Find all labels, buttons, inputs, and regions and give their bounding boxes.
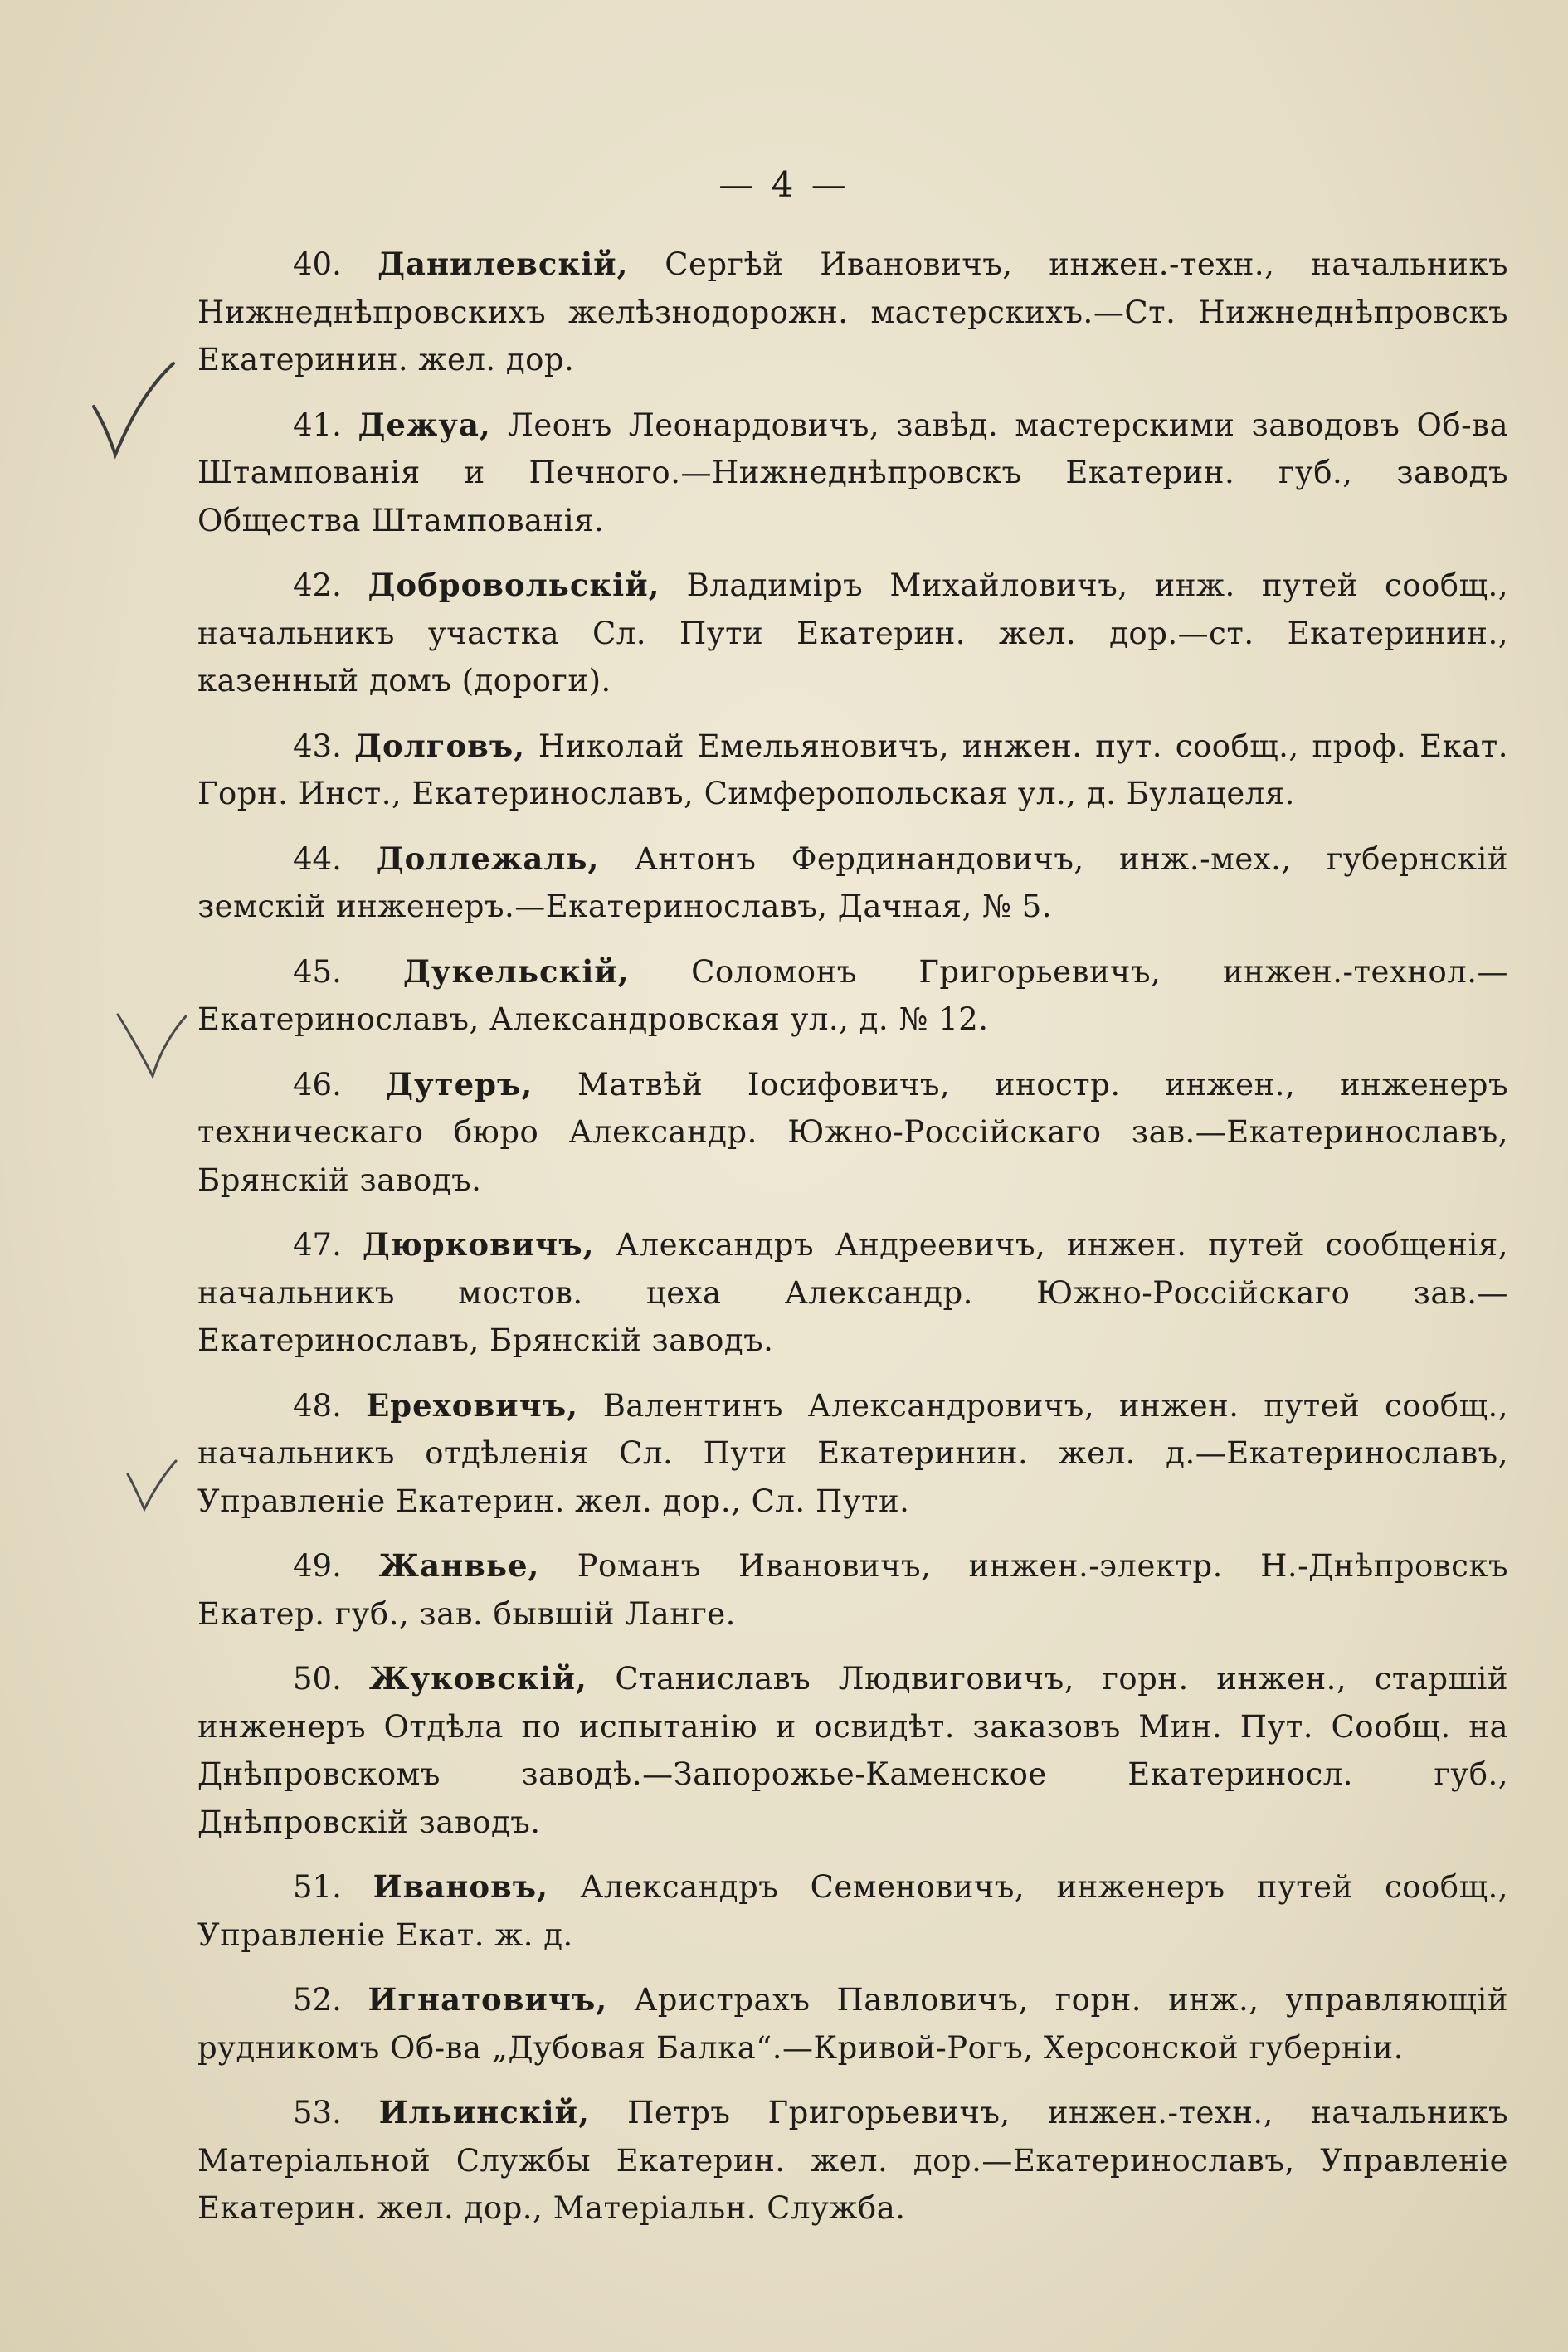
entry-details: Валентинъ Александровичъ, инжен. путей сообщ., начальникъ отдѣленія Сл. Пути Екатеринин. жел. д.—Екатеринославъ, Управленіе Екатерин. жел. дор., Сл. Пути.: [197, 1387, 1508, 1519]
entry-number: 50.: [293, 1661, 342, 1697]
entry-surname: Ильинскій,: [378, 2094, 590, 2130]
entry-surname: Жанвье,: [378, 1547, 540, 1584]
entry-details: Александръ Семеновичъ, инженеръ путей сообщ., Управленіе Екат. ж. д.: [197, 1869, 1509, 1953]
entry-50: [197, 1655, 1508, 1846]
entry-40: [197, 241, 1508, 384]
entry-48: [197, 1382, 1508, 1526]
entry-number: 49.: [293, 1548, 342, 1584]
entry-41: [197, 402, 1508, 545]
handwritten-checkmark-icon: [87, 357, 178, 465]
entry-surname: Добровольскій,: [368, 567, 660, 603]
entry-details: Александръ Андреевичъ, инжен. путей сообщенія, начальникъ мостов. цеха Александр. Южно-Россійскаго зав.—Екатеринославъ, Брянскій заводъ.: [197, 1227, 1508, 1358]
entry-details: Петръ Григорьевичъ, инжен.-техн., начальникъ Матеріальной Службы Екатерин. жел. дор.—Екатеринославъ, Управленіе Екатерин. жел. дор., Матеріальн. Служба.: [197, 2095, 1509, 2226]
entry-42: [197, 562, 1508, 705]
entry-surname: Дюрковичъ,: [362, 1226, 595, 1263]
entry-number: 47.: [293, 1227, 342, 1263]
checkmark-icon: [114, 1008, 189, 1083]
entry-51: [197, 1863, 1508, 1959]
entry-surname: Доллежаль,: [376, 840, 600, 877]
entry-surname: Дукельскій,: [402, 952, 630, 990]
entry-details: Соломонъ Григорьевичъ, инжен.-технол.—Екатеринославъ, Александровская ул., д. № 12.: [197, 953, 1508, 1037]
checkmark-icon: [87, 357, 178, 465]
entry-53: [197, 2089, 1508, 2233]
entry-number: 43.: [293, 728, 342, 764]
entry-details: Владиміръ Михайловичъ, инж. путей сообщ., начальникъ участка Сл. Пути Екатерин. жел. дор.—ст. Екатеринин., казенный домъ (дороги).: [197, 567, 1509, 699]
entry-number: 48.: [293, 1387, 342, 1424]
entry-list: [197, 241, 1508, 2250]
entry-surname: Игнатовичъ,: [368, 1981, 608, 2018]
entry-number: 53.: [293, 2095, 342, 2130]
entry-number: 46.: [293, 1066, 342, 1103]
handwritten-checkmark-icon: [114, 1008, 189, 1083]
entry-43: [197, 723, 1508, 818]
page-number: — 4 —: [718, 164, 850, 205]
entry-details: Сергѣй Ивановичъ, инжен.-техн., начальникъ Нижнеднѣпровскихъ желѣзнодорожн. мастерскихъ.—Ст. Нижнеднѣпровскъ Екатеринин. жел. дор.: [197, 246, 1508, 377]
entry-surname: Ивановъ,: [373, 1868, 549, 1905]
entry-details: Романъ Ивановичъ, инжен.-электр. Н.-Днѣпровскъ Екатер. губ., зав. бывшій Ланге.: [197, 1548, 1508, 1632]
entry-details: Антонъ Фердинандовичъ, инж.-мех., губернскій земскій инженеръ.—Екатеринославъ, Дачная, № 5.: [197, 840, 1508, 924]
checkmark-icon: [123, 1456, 181, 1514]
entry-47: [197, 1221, 1508, 1365]
entry-45: [197, 948, 1508, 1044]
entry-number: 41.: [293, 407, 342, 443]
entry-details: Николай Емельяновичъ, инжен. пут. сообщ., проф. Екат. Горн. Инст., Екатеринославъ, Симферопольская ул., д. Булацеля.: [197, 728, 1509, 811]
entry-number: 45.: [293, 953, 342, 990]
entry-44: [197, 835, 1508, 931]
entry-details: Матвѣй Іосифовичъ, иностр. инжен., инженеръ техническаго бюро Александр. Южно-Россійскаго зав.—Екатеринославъ, Брянскій заводъ.: [197, 1066, 1509, 1198]
entry-number: 40.: [293, 246, 342, 282]
entry-surname: Ереховичъ,: [366, 1386, 578, 1424]
entry-details: Леонъ Леонардовичъ, завѣд. мастерскими заводовъ Об-ва Штампованія и Печного.—Нижнеднѣпровскъ Екатерин. губ., заводъ Общества Штампованія.: [197, 407, 1509, 538]
entry-number: 51.: [293, 1869, 342, 1905]
entry-surname: Долговъ,: [354, 727, 526, 764]
entry-surname: Дутеръ,: [386, 1065, 533, 1103]
entry-surname: Данилевскій,: [377, 246, 629, 282]
entry-details: Станиславъ Людвиговичъ, горн. инжен., старшій инженеръ Отдѣла по испытанію и освидѣт. заказовъ Мин. Пут. Сообщ. на Днѣпровскомъ заводѣ.—Запорожье-Каменское Екатериносл. губ., Днѣпровскій заводъ.: [197, 1661, 1508, 1840]
entry-number: 44.: [293, 840, 342, 877]
entry-52: [197, 1976, 1508, 2072]
entry-surname: Дежуа,: [358, 406, 491, 443]
entry-number: 52.: [293, 1982, 342, 2018]
entry-surname: Жуковскій,: [368, 1660, 587, 1697]
entry-46: [197, 1061, 1508, 1205]
entry-details: Аристрахъ Павловичъ, горн. инж., управляющій рудникомъ Об-ва „Дубовая Балка“.—Кривой-Рогъ, Херсонской губерніи.: [197, 1982, 1508, 2066]
entry-number: 42.: [293, 567, 342, 603]
entry-49: [197, 1542, 1508, 1638]
handwritten-checkmark-icon: [123, 1456, 181, 1514]
